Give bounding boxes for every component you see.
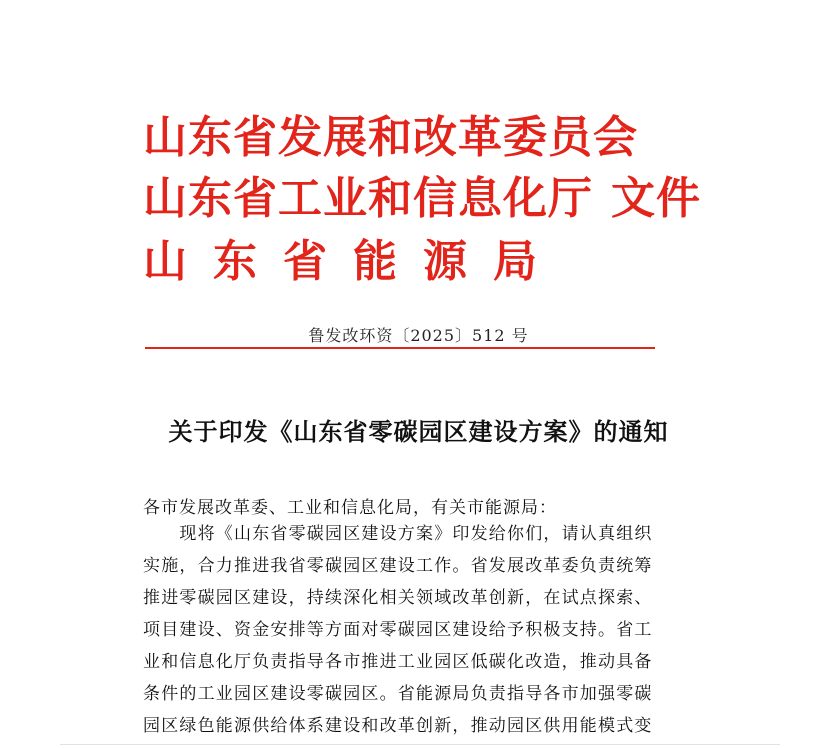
issuer-line-2 — [143, 173, 701, 225]
issuer-line-3-char: 山 — [143, 236, 187, 287]
issuer-line-1: 山东省发展和改革委员会 — [143, 112, 638, 163]
addressee-line: 各市发展改革委、工业和信息化局，有关市能源局： — [143, 498, 557, 518]
body-line: 实施，合力推进我省零碳园区建设工作。省发展改革委负责统筹 — [143, 556, 653, 576]
body-line: 业和信息化厅负责指导各市推进工业园区低碳化改造，推动具备 — [143, 652, 653, 672]
issuer-line-2-main: 山东省工业和信息化厅 — [143, 173, 593, 224]
document-label: 文件 — [611, 173, 701, 224]
body-line: 项目建设、资金安排等方面对零碳园区建设给予积极支持。省工 — [143, 620, 653, 640]
document-title: 关于印发《山东省零碳园区建设方案》的通知 — [168, 417, 669, 446]
document-number: 鲁发改环资〔2025〕512 号 — [308, 326, 529, 345]
issuer-line-3-char: 省 — [283, 236, 327, 287]
issuer-line-3 — [143, 236, 563, 288]
issuer-line-3-char: 能 — [353, 236, 397, 287]
body-line: 现将《山东省零碳园区建设方案》印发给你们，请认真组织 — [143, 524, 653, 544]
issuer-line-3-char: 局 — [493, 236, 537, 287]
issuer-line-3-char: 源 — [423, 236, 467, 287]
bottom-divider — [60, 744, 780, 745]
body-line: 条件的工业园区建设零碳园区。省能源局负责指导各市加强零碳 — [143, 684, 653, 704]
issuer-line-3-char: 东 — [213, 236, 257, 287]
body-line: 推进零碳园区建设，持续深化相关领域改革创新，在试点探索、 — [143, 588, 653, 608]
red-separator-line — [145, 347, 655, 349]
body-line: 园区绿色能源供给体系建设和改革创新，推动园区供用能模式变 — [143, 716, 653, 736]
